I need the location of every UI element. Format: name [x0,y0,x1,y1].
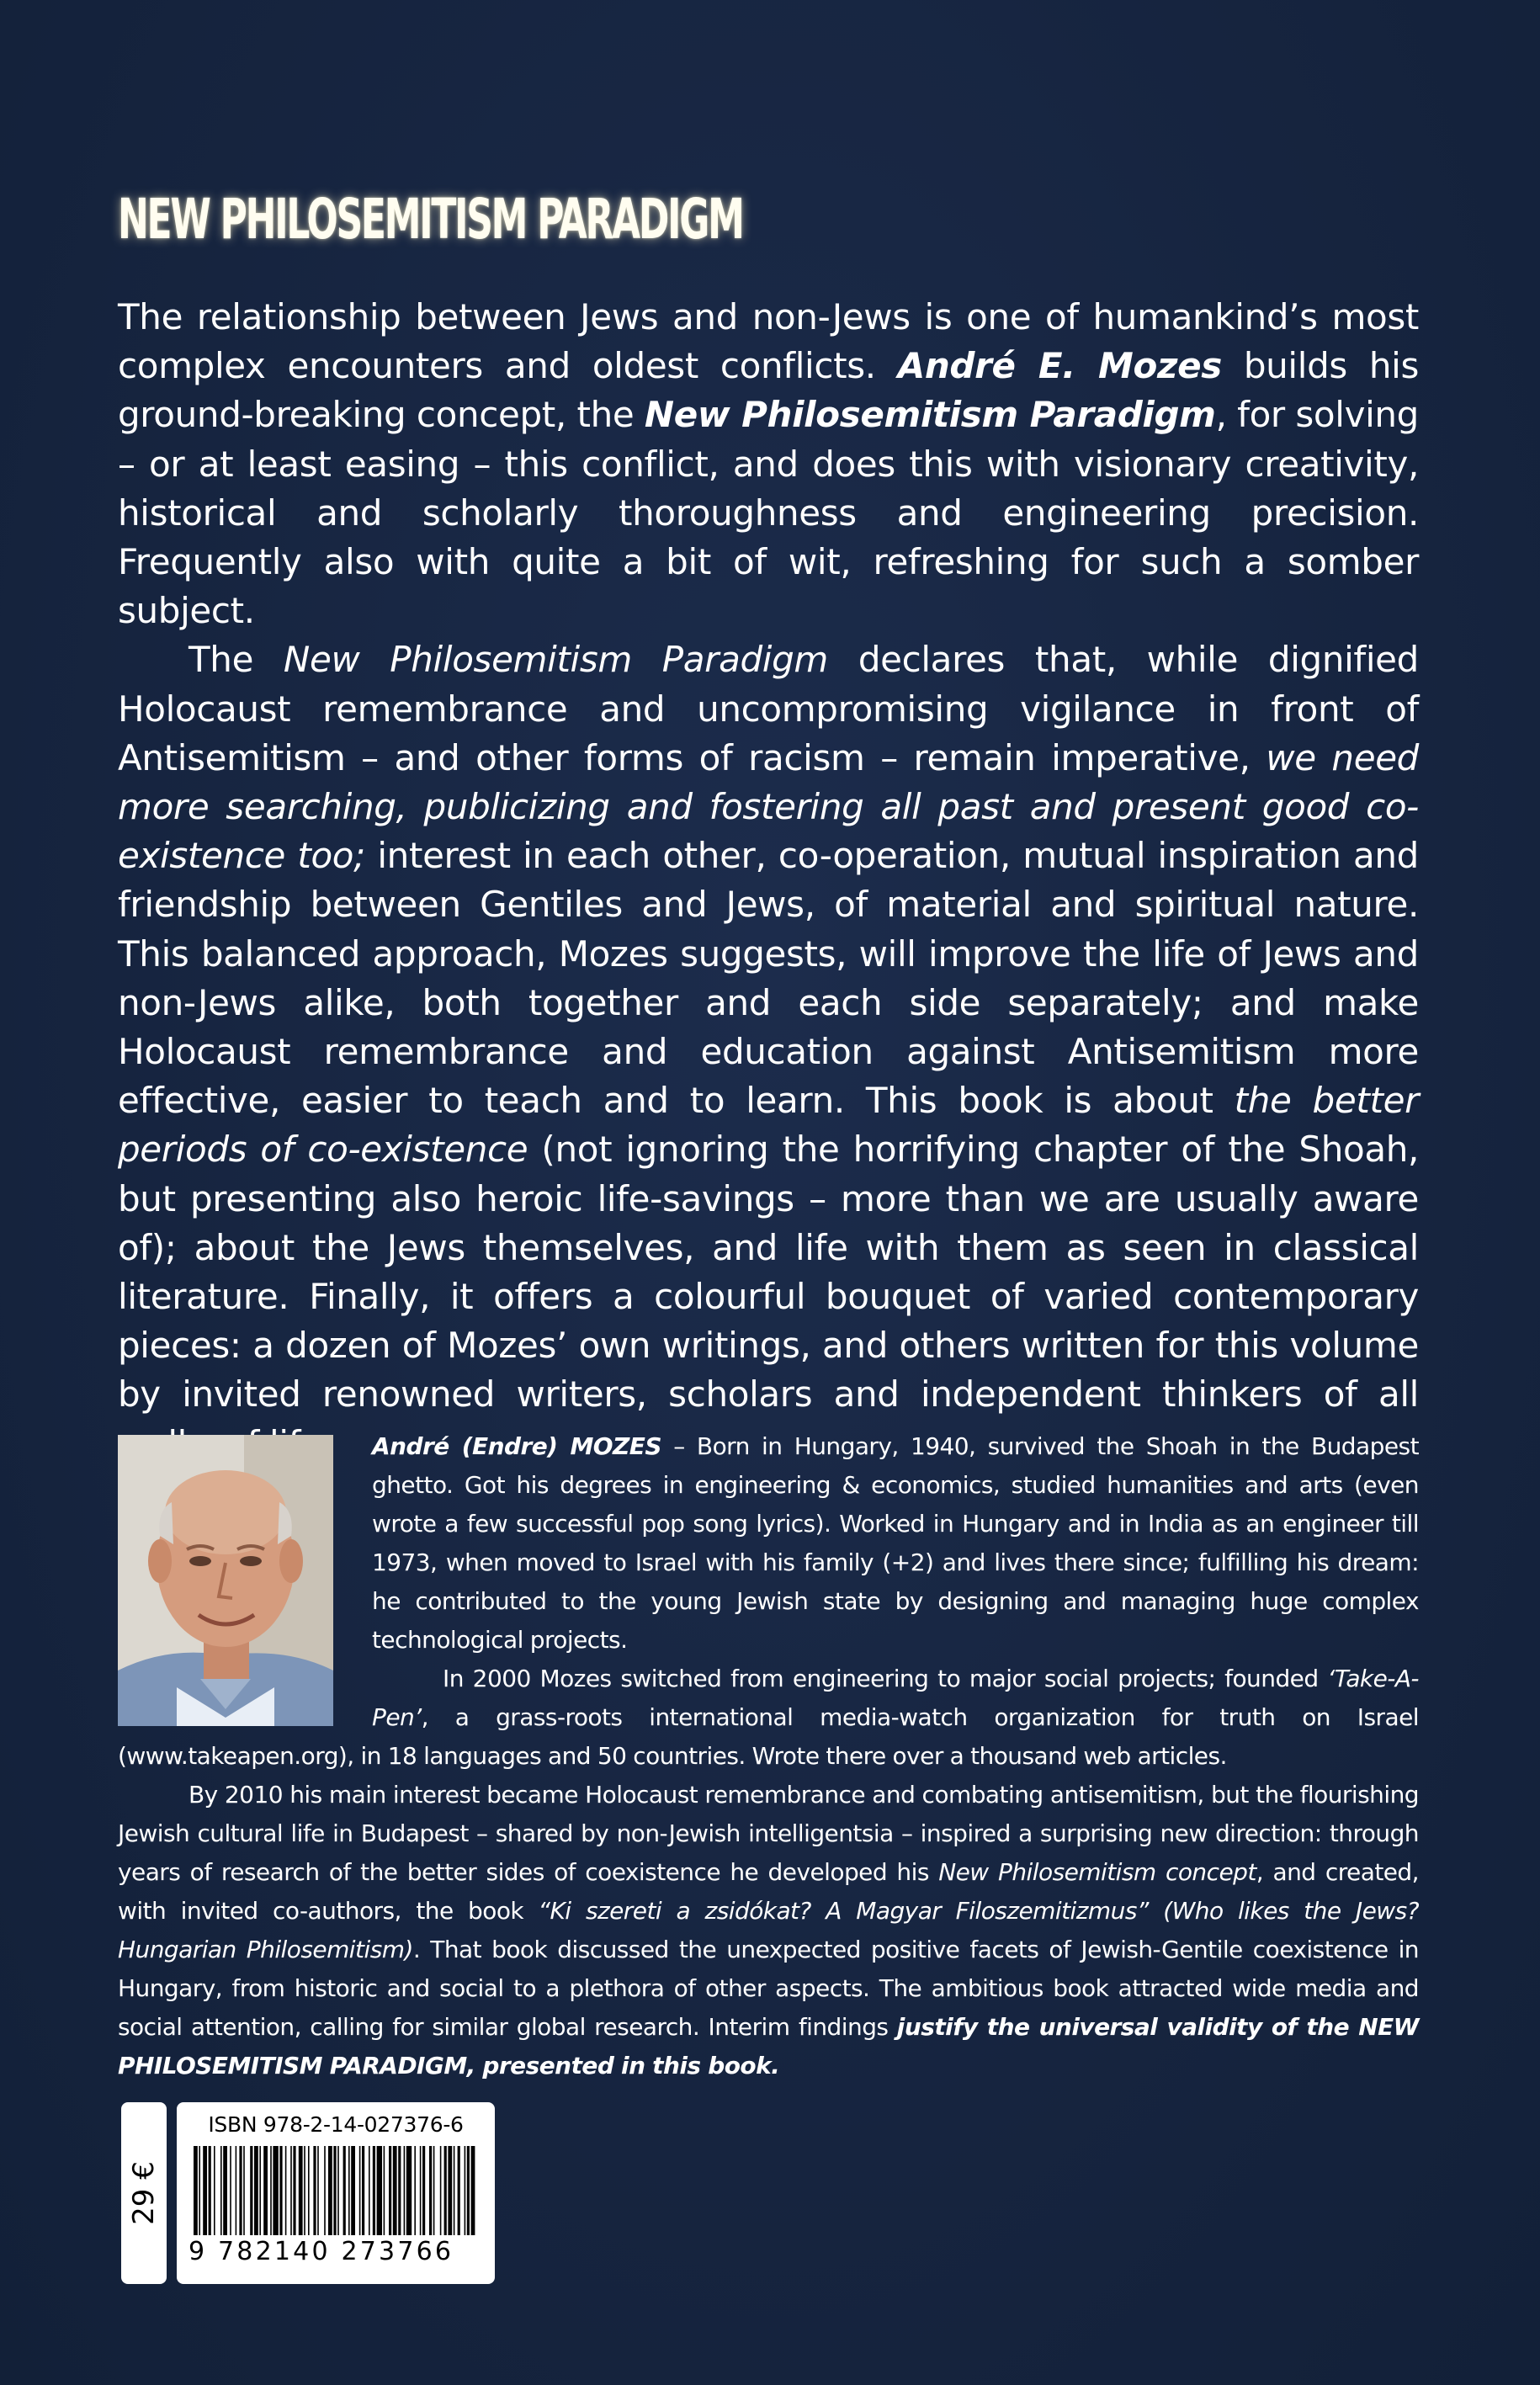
price-text: 29 € [127,2161,161,2225]
barcode-bar [285,2146,287,2235]
barcode-bar [337,2146,339,2235]
barcode-bar [324,2146,326,2235]
barcode-bar [351,2146,355,2235]
blurb-p2-text-2: declares that, while dignified Holocaust remembrance and uncompromising vigilance in front of Antisemitism – and other forms of racism – remain imperative, [118,639,1419,778]
bio-closing-emphasis: justify the universal validity of the NEW PHILOSEMITISM PARADIGM, presented in this book. [118,2013,1419,2080]
author-name-emphasis: André E. Mozes [897,345,1222,387]
book-title: NEW PHILOSEMITISM PARADIGM [118,187,743,252]
barcode-bar [239,2146,242,2235]
barcode-bar [236,2146,237,2235]
barcode-bar [406,2146,412,2235]
barcode-bar [404,2146,406,2235]
barcode-bar [259,2146,261,2235]
bio-p2-text: In 2000 Mozes switched from engineering to major social projects; founded [443,1665,1328,1692]
blurb-p1-text-3: , for solving – or at least easing – this conflict, and does this with visionary creativity, historical and scholarly thoroughness and engineering precision. Frequently also with quite a bit of wit, refreshing for such a somber subject. [118,394,1419,632]
barcode-bar [279,2146,282,2235]
blurb-p1-text-2: builds his ground-breaking concept, the [118,345,1419,436]
barcode-bar [362,2146,364,2235]
barcode-bar [263,2146,268,2235]
barcode-bar [308,2146,310,2235]
barcode-bar [243,2146,245,2235]
barcode-bar [333,2146,336,2235]
blurb-text [118,293,1419,1469]
barcode-bar [203,2146,207,2235]
barcode-bar [433,2146,435,2235]
barcode-bar [328,2146,332,2235]
barcode-bar [458,2146,460,2235]
barcode-digits: 9 782140 273766 [189,2237,454,2266]
blurb-paragraph-1 [118,293,1419,635]
barcode-bar [377,2146,382,2235]
barcode-bar [398,2146,401,2235]
bio-author-name: André (Endre) MOZES [372,1432,662,1460]
barcode-bar [214,2146,215,2235]
barcode-bar [420,2146,422,2235]
bio-p3-text-2: , and created, with invited co-authors, the book [118,1858,1420,1925]
barcode-bar [209,2146,211,2235]
paradigm-name-italic: New Philosemitism Paradigm [283,639,828,681]
barcode-bar [429,2146,432,2235]
take-a-pen-italic: ‘Take-A-Pen’ [372,1665,1419,1731]
barcode-bar [317,2146,319,2235]
better-periods-italic: the better periods of co-existence [118,1080,1419,1171]
barcode-bar [373,2146,375,2235]
bio-p3-text-3: . That book discussed the unexpected positive facets of Jewish-Gentile coexistence in Hungary, from historic and social to a plethora of other aspects. The ambitious book attracted wide media and social attention, calling for similar global research. Interim findings [118,1936,1420,2041]
bio-p2-text-2: , a grass-roots international media-watch organization for truth on Israel (www.takeapen.org), in 18 languages and 50 countries. Wrote there over a thousand web articles. [118,1703,1419,1770]
blurb-p2-text-3: interest in each other, co-operation, mutual inspiration and friendship between Gentiles and Jews, of material and spiritual nature. This balanced approach, Mozes suggests, will improve the life of Jews and non-Jews alike, both together and each side separately; and make Holocaust remembrance and education against Antisemitism more effective, easier to teach and to learn. This book is about [118,835,1419,1122]
bio-p3-text: By 2010 his main interest became Holocaust remembrance and combating antisemitism, but the flourishing Jewish cultural life in Budapest – shared by non-Jewish intelligentsia – inspired a surprising new direction: through years of research of the better sides of coexistence he developed his [118,1781,1419,1886]
barcode-bar [369,2146,370,2235]
barcode-bar [448,2146,452,2235]
author-bio [118,1427,1419,2085]
barcode-icon [192,2146,480,2240]
barcode-bar [250,2146,252,2235]
barcode-bar [220,2146,222,2235]
barcode-bar [422,2146,425,2235]
barcode-bar [270,2146,272,2235]
barcode-bar [273,2146,278,2235]
barcode-bar [194,2146,198,2235]
barcode-bar [230,2146,231,2235]
blurb-p1-text: The relationship between Jews and non-Jews is one of humankind’s most complex encounters and oldest conflicts. [118,296,1419,387]
barcode-bar [444,2146,447,2235]
barcode-bar [467,2146,470,2235]
barcode-bar [304,2146,305,2235]
barcode-bar [389,2146,391,2235]
paradigm-name-emphasis: New Philosemitism Paradigm [644,394,1216,436]
thesis-italic: we need more searching, publicizing and fostering all past and present good co-existence too; [118,736,1419,877]
barcode-bar [223,2146,227,2235]
bio-paragraph-3 [118,1776,1419,2085]
isbn-number: ISBN 978-2-14-027376-6 [208,2112,464,2137]
barcode-bar [343,2146,346,2235]
blurb-p2-text: The [189,639,284,681]
isbn-barcode-box [177,2102,495,2284]
barcode-bar [471,2146,475,2235]
barcode-bar [454,2146,455,2235]
barcode-bar [199,2146,200,2235]
barcode-bar [313,2146,316,2235]
hungarian-book-title-italic: “Ki szereti a zsidókat? A Magyar Filoszemitizmus” (Who likes the Jews? Hungarian Philosemitism) [118,1897,1420,1963]
barcode-bar [290,2146,292,2235]
barcode-bar [359,2146,361,2235]
barcode-bar [299,2146,303,2235]
author-photo [118,1435,333,1726]
barcode-bar [440,2146,442,2235]
blurb-paragraph-2 [118,635,1419,1468]
bio-p1-text: – Born in Hungary, 1940, survived the Shoah in the Budapest ghetto. Got his degrees in engineering & economics, studied humanities and arts (even wrote a few successful pop song lyrics). Worked in Hungary and in India as an engineer till 1973, when moved to Israel with his family (+2) and lives there since; fulfilling his dream: he contributed to the young Jewish state by designing and managing huge complex technological projects. [372,1432,1420,1654]
barcode-bar [393,2146,397,2235]
concept-italic: New Philosemitism concept [938,1858,1256,1886]
barcode-bar [254,2146,258,2235]
blurb-p2-text-4: (not ignoring the horrifying chapter of the Shoah, but presenting also heroic life-savings – more than we are usually aware of); about the Jews themselves, and life with them as seen in classical literature. Finally, it offers a colourful bouquet of varied contemporary pieces: a dozen of Mozes’ own writings, and others written for this volume by invited renowned writers, scholars and independent thinkers of all [118,1129,1420,1416]
author-portrait-illustration [118,1435,333,1726]
barcode-bar [384,2146,385,2235]
barcode-bar [348,2146,350,2235]
barcode-bar [414,2146,416,2235]
barcode-bar [465,2146,466,2235]
barcode-bar [293,2146,295,2235]
price-label [121,2102,167,2284]
